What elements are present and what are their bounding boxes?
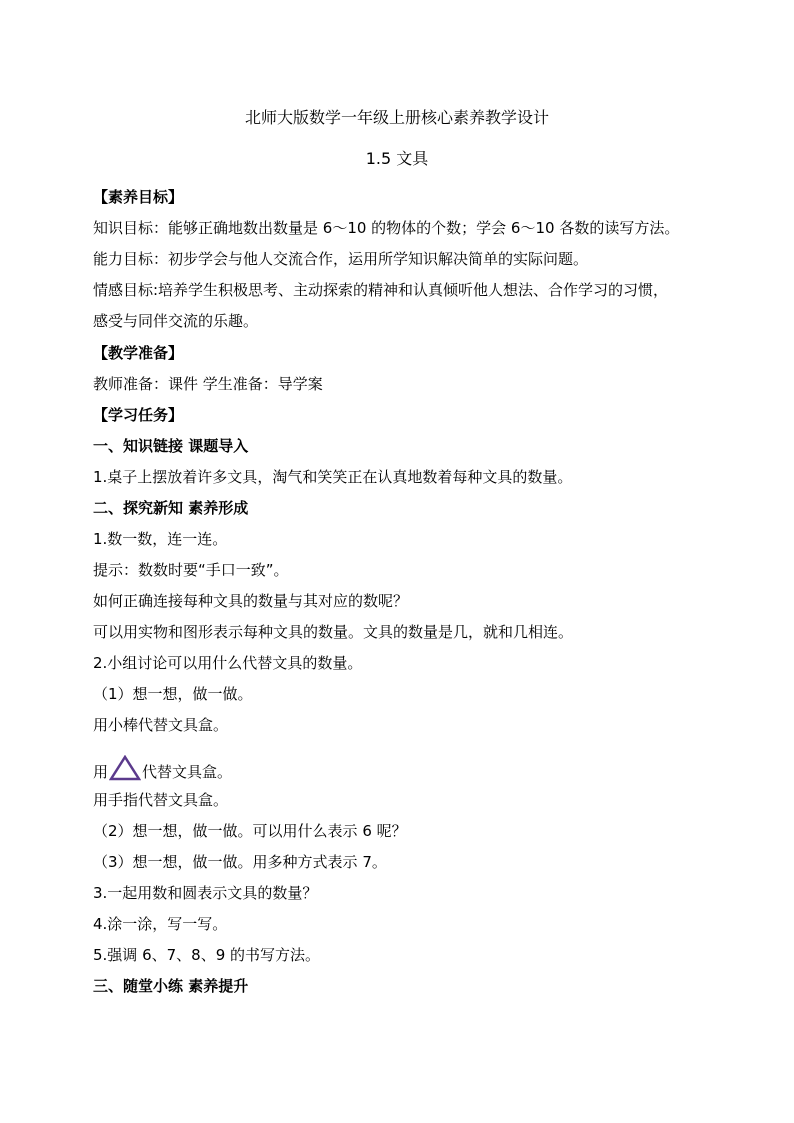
part2-item3: 3.一起用数和圆表示文具的数量？: [93, 884, 318, 902]
part1-item1: 1.桌子上摆放着许多文具，淘气和笑笑正在认真地数着每种文具的数量。: [93, 468, 573, 486]
part2-item2: 2.小组讨论可以用什么代替文具的数量。: [93, 654, 363, 672]
part2-item1: 1.数一数，连一连。: [93, 530, 228, 548]
triangle-icon: [109, 755, 141, 786]
part2-question: 如何正确连接每种文具的数量与其对应的数呢？: [93, 592, 409, 610]
part2-fingers: 用手指代替文具盒。: [93, 791, 229, 809]
part2-triangle-line: [93, 755, 232, 786]
document-title: 北师大版数学一年级上册核心素养教学设计: [244, 108, 549, 127]
section-tasks-heading: 【学习任务】: [93, 406, 184, 424]
part2-sticks: 用小棒代替文具盒。: [93, 716, 229, 734]
part2-hint: 提示：数数时要“手口一致”。: [93, 561, 289, 579]
part2-sub1: （1）想一想，做一做。: [93, 685, 253, 703]
part2-heading: 二、探究新知 素养形成: [93, 499, 249, 517]
part3-heading: 三、随堂小练 素养提升: [93, 977, 249, 995]
section-goals-heading: 【素养目标】: [93, 188, 184, 206]
goal-knowledge: 知识目标：能够正确地数出数量是 6～10 的物体的个数；学会 6～10 各数的读写方法。: [93, 219, 680, 237]
part2-sub3: （3）想一想，做一做。用多种方式表示 7。: [93, 853, 387, 871]
triangle-line-suffix: 代替文具盒。: [142, 763, 233, 781]
section-prep-heading: 【教学准备】: [93, 344, 184, 362]
prep-text: 教师准备：课件 学生准备：导学案: [93, 375, 323, 393]
goal-ability: 能力目标：初步学会与他人交流合作，运用所学知识解决简单的实际问题。: [93, 250, 589, 268]
part1-heading: 一、知识链接 课题导入: [93, 437, 249, 455]
part2-item4: 4.涂一涂，写一写。: [93, 915, 228, 933]
part2-explanation: 可以用实物和图形表示每种文具的数量。文具的数量是几，就和几相连。: [93, 623, 574, 641]
triangle-line-prefix: 用: [93, 763, 109, 781]
goal-emotion-line2: 感受与同伴交流的乐趣。: [93, 312, 259, 330]
part2-item5: 5.强调 6、7、8、9 的书写方法。: [93, 946, 321, 964]
document-subtitle: 1.5 文具: [365, 149, 429, 168]
part2-sub2: （2）想一想，做一做。可以用什么表示 6 呢？: [93, 822, 407, 840]
goal-emotion-line1: 情感目标:培养学生积极思考、主动探索的精神和认真倾听他人想法、合作学习的习惯，: [93, 281, 669, 299]
